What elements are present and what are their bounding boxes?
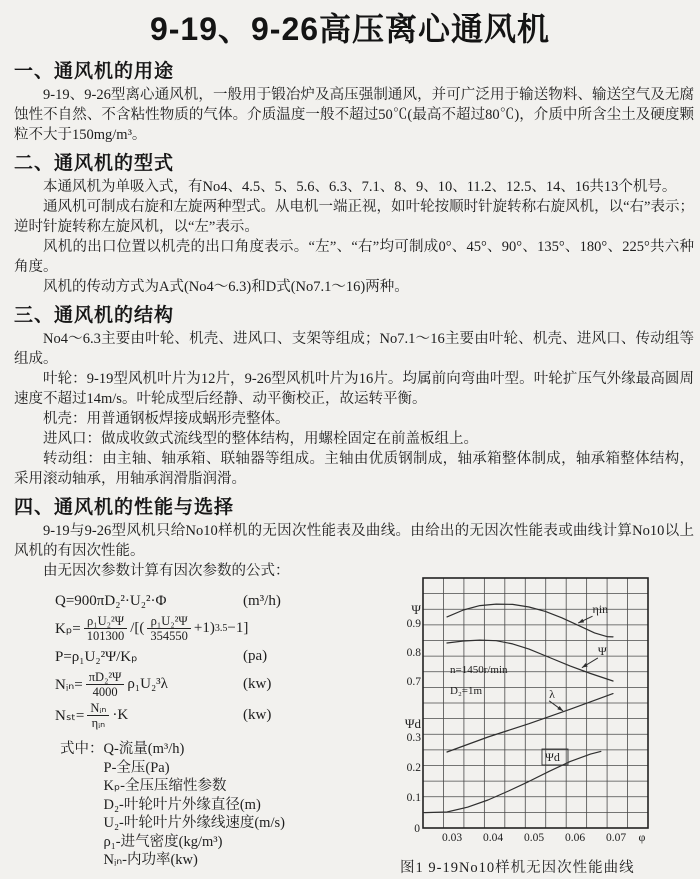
section-heading: 二、通风机的型式 <box>14 153 175 174</box>
formula-text: −1] <box>227 620 249 637</box>
y-tick-label: 0.1 <box>406 792 421 804</box>
sections-container <box>0 56 700 581</box>
paragraph: 叶轮：9-19型风机叶片为12片，9-26型风机叶片为16片。均属前向弯曲叶型。叶轮扩压气外缘最高圆周速度不超过14m/s。叶轮成型后经静、动平衡校正，故运转平衡。 <box>14 371 694 407</box>
formula-fraction <box>86 670 125 700</box>
y-axis-label-upper: Ψ <box>411 602 421 617</box>
section-heading: 三、通风机的结构 <box>14 305 175 326</box>
x-tick-label: 0.06 <box>564 832 586 844</box>
formula-unit: (kw) <box>243 676 272 693</box>
label-arrowhead <box>578 619 584 623</box>
y-axis-label-lower: Ψd <box>404 716 421 731</box>
formula-expression <box>55 701 128 731</box>
curve-Ψd <box>425 751 601 812</box>
formula-text: ·K <box>112 706 129 723</box>
formula-row <box>55 701 400 731</box>
formula-text: Q=900πD₂²·U₂²·Φ <box>55 592 167 609</box>
formula-unit: (pa) <box>243 648 268 665</box>
formula-expression <box>55 593 166 610</box>
paragraph: 进风口：做成收敛式流线型的整体结构，用螺栓固定在前盖板组上。 <box>43 431 478 447</box>
annotation-diameter: D₂=1m <box>450 685 483 697</box>
performance-chart <box>400 564 700 859</box>
y-tick-label: 0.3 <box>406 732 421 744</box>
formula-expression: Kₚ= $\frac{\text{ρ₁U₂²Ψ}}{101300}$ /[( $\frac{\text{ρ₁U₂²Ψ}}{354550}$ +1) 3.5 −1] <box>55 614 249 644</box>
section <box>0 56 700 145</box>
y-tick-label: 0.9 <box>406 618 421 630</box>
series-label-ηin: ηin <box>592 602 609 617</box>
fraction-numerator: πD₂²Ψ <box>86 670 125 685</box>
y-tick-label: 0.8 <box>406 647 421 659</box>
formula-fraction <box>147 614 191 644</box>
paragraph: 风机的出口位置以机壳的出口角度表示。“左”、“右”均可制成0°、45°、90°、135°、180°、225°共六种角度。 <box>14 239 694 275</box>
fraction-denominator: ηᵢₙ <box>91 715 106 730</box>
section <box>0 300 700 489</box>
x-tick-label: 0.03 <box>441 832 463 844</box>
paragraph: 本通风机为单吸入式，有No4、4.5、5、5.6、6.3、7.1、8、9、10、11.2、12.5、14、16共13个机号。 <box>43 179 677 195</box>
formula-unit: (kw) <box>243 706 272 723</box>
x-origin-label: 0 <box>414 823 420 835</box>
figure-caption: 图1 9-19No10样机无因次性能曲线 <box>400 860 635 876</box>
x-tick-label: 0.07 <box>605 832 627 844</box>
section <box>0 148 700 297</box>
series-label-Ψd: Ψd <box>544 750 560 764</box>
series-label-λ: λ <box>549 686 555 701</box>
symbol-legend-item: U₂-叶轮叶片外缘线速度(m/s) <box>103 815 285 832</box>
performance-chart-canvas <box>400 564 700 859</box>
y-tick-label: 0.2 <box>406 762 421 774</box>
formula-text: Kₚ= <box>55 621 81 638</box>
symbol-legend-prefix: 式中： <box>60 741 104 758</box>
symbol-legend-item: D₂-叶轮叶片外缘直径(m) <box>103 796 261 813</box>
formula-text: Nₛₜ= <box>55 707 85 724</box>
formula-text: Nᵢₙ= <box>55 677 83 694</box>
formula-row <box>55 645 400 669</box>
document-page <box>0 4 700 879</box>
paragraph: 由无因次参数计算有因次参数的公式： <box>43 563 290 579</box>
formula-text: +1) <box>193 620 215 637</box>
paragraph: 9-19与9-26型风机只给No10样机的无因次性能表及曲线。由给出的无因次性能表或曲线计算No10以上风机的有因次性能。 <box>14 523 694 559</box>
curve-λ <box>447 694 613 752</box>
formula-row <box>55 670 400 700</box>
symbol-legend-item: Nᵢₙ-内功率(kw) <box>103 852 198 869</box>
formula-fraction <box>87 701 109 731</box>
fraction-denominator: 4000 <box>92 685 118 700</box>
paragraph: 9-19、9-26型离心通风机，一般用于锻冶炉及高压强制通风，并可广泛用于输送物料、输送空气及无腐蚀性不自然、不含粘性物质的气体。介质温度一般不超过50℃(最高不超过80℃)，介质中所含尘土及硬度颗粒不大于150mg/m³。 <box>14 87 694 143</box>
formula-expression <box>55 647 138 666</box>
symbol-legend-item: ρ₁-进气密度(kg/m³) <box>103 833 223 850</box>
formula-text: /[( <box>130 620 145 637</box>
paragraph: 通风机可制成右旋和左旋两种型式。从电机一端正视，如叶轮按顺时针旋转称右旋风机，以“右”表示；逆时针旋转称左旋风机，以“左”表示。 <box>14 199 694 235</box>
label-arrowhead <box>557 706 563 711</box>
formula-expression <box>55 670 168 700</box>
symbol-legend-items <box>104 740 285 870</box>
y-tick-label: 0.7 <box>406 676 421 688</box>
section-heading: 一、通风机的用途 <box>14 61 175 82</box>
series-label-Ψ: Ψ <box>597 643 607 658</box>
fraction-numerator: ρ₁U₂²Ψ <box>84 614 128 629</box>
formula-row <box>55 614 400 644</box>
paragraph: 转动组：由主轴、轴承箱、联轴器等组成。主轴由优质钢制成，轴承箱整体制成，轴承箱整体结构，采用滚动轴承，用轴承润滑脂润滑。 <box>14 451 694 487</box>
fraction-numerator: Nᵢₙ <box>87 701 109 716</box>
symbol-legend-item: Q-流量(m³/h) <box>103 741 185 758</box>
paragraph: 风机的传动方式为A式(No4～6.3)和D式(No7.1～16)两种。 <box>43 279 409 295</box>
formula-list <box>55 589 400 730</box>
x-axis-label: φ <box>638 830 646 844</box>
annotation-speed: n=1450r/min <box>450 664 508 676</box>
fraction-numerator: ρ₁U₂²Ψ <box>147 614 191 629</box>
fraction-denominator: 354550 <box>150 629 188 644</box>
symbol-legend-item: Kₚ-全压压缩性参数 <box>103 778 227 795</box>
formula-row <box>55 589 400 613</box>
formula-fraction <box>84 614 128 644</box>
x-tick-label: 0.05 <box>523 832 545 844</box>
symbol-legend-item: P-全压(Pa) <box>103 759 170 776</box>
formula-text: P=ρ₁U₂²Ψ/Kₚ <box>55 649 138 666</box>
section-heading: 四、通风机的性能与选择 <box>14 497 235 518</box>
formula-unit: (m³/h) <box>243 592 281 609</box>
page-title: 9-19、9-26高压离心通风机 <box>149 11 551 47</box>
fraction-denominator: 101300 <box>86 629 125 644</box>
paragraph: No4～6.3主要由叶轮、机壳、进风口、支架等组成；No7.1～16主要由叶轮、机壳、进风口、传动组等组成。 <box>14 331 694 367</box>
paragraph: 机壳：用普通钢板焊接成蜗形壳整体。 <box>43 411 290 427</box>
formula-text: ρ₁U₂³λ <box>127 676 168 693</box>
x-tick-label: 0.04 <box>482 832 504 844</box>
